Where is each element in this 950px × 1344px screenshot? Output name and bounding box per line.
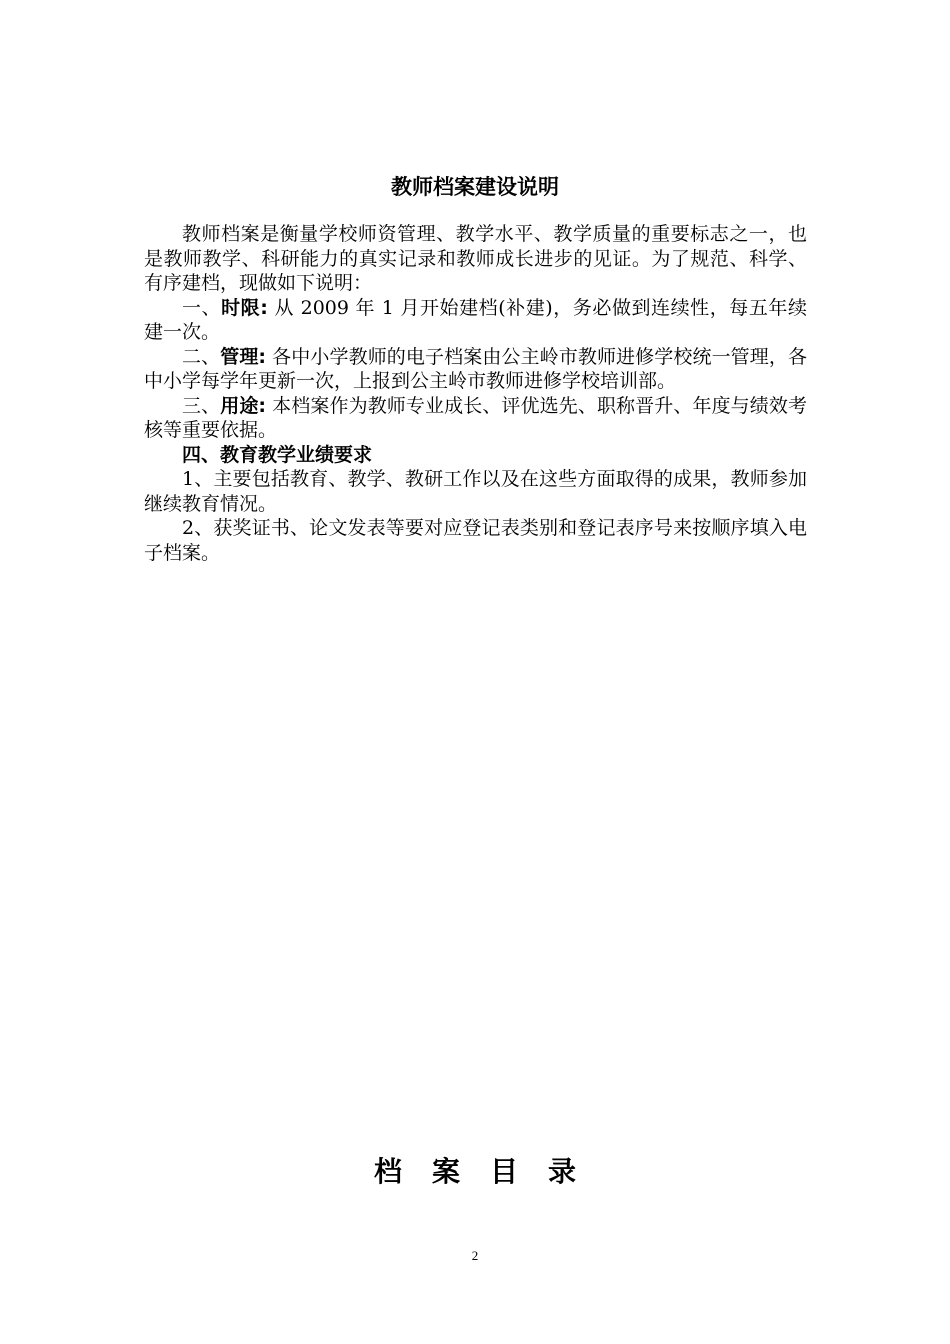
section-label: 管理:: [220, 345, 267, 368]
section-text: 各中小学教师的电子档案由公主岭市教师进修学校统一管理，各中小学每学年更新一次，上报到公主岭市教师进修学校培训部。: [144, 345, 807, 392]
section-management: [144, 345, 807, 394]
requirement-item: 2、获奖证书、论文发表等要对应登记表类别和登记表序号来按顺序填入电子档案。: [144, 517, 807, 564]
page-number: 2: [471, 1248, 479, 1263]
intro-paragraph: 教师档案是衡量学校师资管理、教学水平、教学质量的重要标志之一，也是教师教学、科研能力的真实记录和教师成长进步的见证。为了规范、科学、有序建档，现做如下说明：: [144, 223, 807, 294]
section-text: 从 2009 年 1 月开始建档(补建)，务必做到连续性，每五年续建一次。: [144, 296, 807, 343]
requirement-item: 1、主要包括教育、教学、教研工作以及在这些方面取得的成果，教师参加继续教育情况。: [144, 468, 807, 515]
document-title: 教师档案建设说明: [391, 175, 559, 199]
section-label: 用途:: [220, 394, 267, 417]
section-prefix: 二、: [182, 345, 221, 368]
section-prefix: 三、: [182, 394, 221, 417]
catalog-title: 档案目录: [373, 1155, 606, 1188]
section-label: 时限:: [221, 296, 268, 319]
document-body: [144, 222, 807, 565]
section-requirements-heading: 四、教育教学业绩要求: [182, 443, 373, 466]
section-usage: [144, 394, 807, 443]
section-prefix: 一、: [182, 296, 222, 319]
section-text: 本档案作为教师专业成长、评优选先、职称晋升、年度与绩效考核等重要依据。: [144, 394, 807, 441]
section-time-limit: [144, 296, 807, 345]
